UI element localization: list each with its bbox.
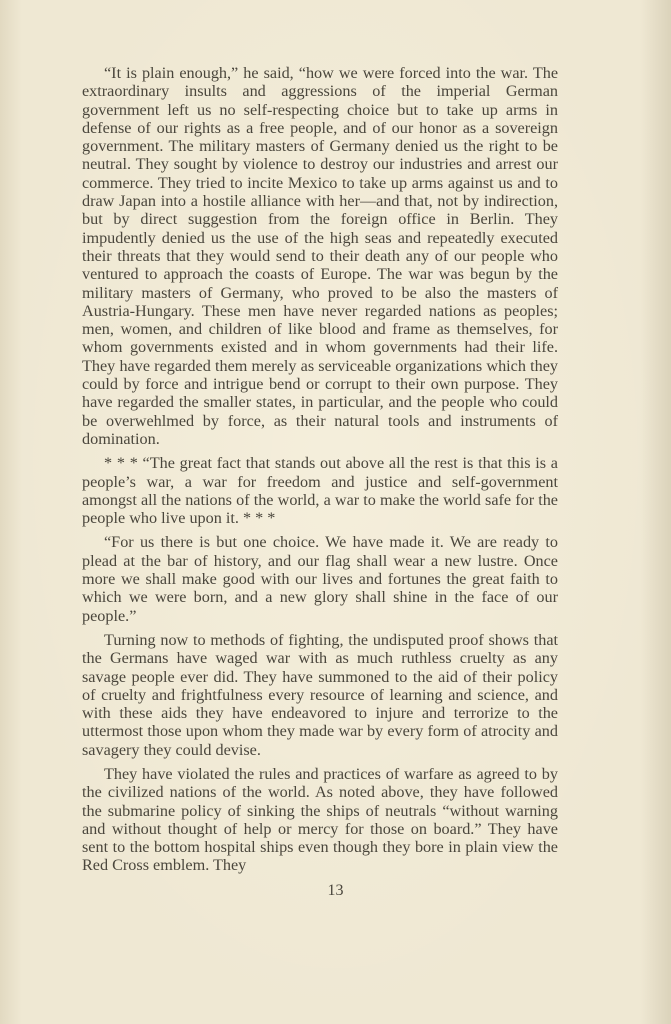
paragraph-3: “For us there is but one choice. We have made it. We are ready to plead at the bar of history, and our flag shall wear a new lustre. Once more we shall make good with our lives and fortunes the great faith to which we were born, and a new glory shall shine in the face of our people.” xyxy=(82,533,558,625)
paragraph-5: They have violated the rules and practices of warfare as agreed to by the civilized nations of the world. As noted above, they have followed the submarine policy of sinking the ships of neutrals “without warning and without thought of help or mercy for those on board.” They have sent to the bottom hospital ships even though they bore in plain view the Red Cross emblem. They xyxy=(82,764,558,875)
body-text xyxy=(82,64,558,881)
paragraph-1: “It is plain enough,” he said, “how we were forced into the war. The extraordinary insults and aggressions of the imperial German government left us no self-respecting choice but to take up arms in defense of our rights as a free people, and of our honor as a sovereign government. The military masters of Germany denied us the right to be neutral. They sought by violence to destroy our industries and arrest our commerce. They tried to incite Mexico to take up arms against us and to draw Japan into a hostile alliance with her—and that, not by indirection, but by direct suggestion from the foreign office in Berlin. They impudently denied us the use of the high seas and repeatedly executed their threats that they would send to their death any of our people who ventured to approach the coasts of Europe. The war was begun by the military masters of Germany, who proved to be also the masters of Austria-Hungary. These men have never regarded nations as peoples; men, women, and children of like blood and frame as themselves, for whom governments existed and in whom governments had their life. They have regarded them merely as serviceable organizations which they could by force and intrigue bend or corrupt to their own purpose. They have regarded the smaller states, in particular, and the people who could be overwehlmed by force, as their natural tools and instruments of domination. xyxy=(82,64,558,448)
page-number: 13 xyxy=(327,882,344,899)
paragraph-4: Turning now to methods of fighting, the undisputed proof shows that the Germans have waged war with as much ruthless cruelty as any savage people ever did. They have summoned to the aid of their policy of cruelty and frightfulness every resource of learning and science, and with these aids they have endeavored to injure and terrorize to the uttermost those upon whom they made war by every form of atrocity and savagery they could devise. xyxy=(82,630,558,759)
paragraph-2: * * * “The great fact that stands out above all the rest is that this is a people’s war, a war for freedom and justice and self-government amongst all the nations of the world, a war to make the world safe for the people who live upon it. * * * xyxy=(82,454,558,528)
